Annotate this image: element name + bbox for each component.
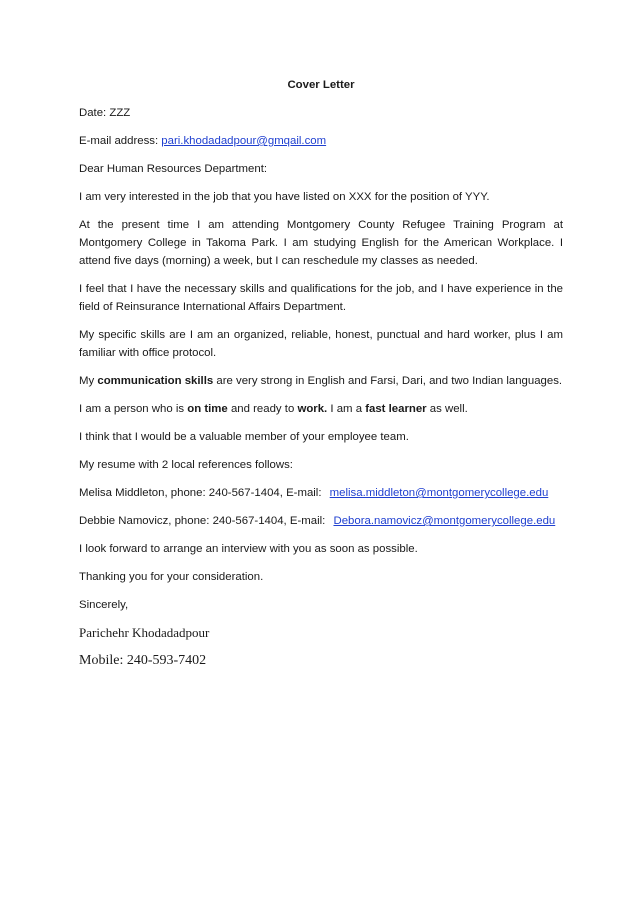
email-line: [79, 132, 563, 150]
bold-work: work.: [297, 403, 328, 415]
text-fragment: are very strong in English and Farsi, Dari, and two Indian languages.: [213, 375, 563, 387]
text-fragment: I am a person who is: [79, 403, 188, 415]
email-link[interactable]: pari.khodadadpour@gmqail.com: [161, 135, 327, 147]
mobile-number: Mobile: 240-593-7402: [79, 653, 207, 668]
paragraph-person: [79, 400, 563, 418]
reference-1-email-link[interactable]: melisa.middleton@montgomerycollege.edu: [329, 487, 549, 499]
reference-2: [79, 512, 563, 530]
reference-2-text: Debbie Namovicz, phone: 240-567-1404, E-mail:: [79, 515, 329, 527]
paragraph-qualifications: I feel that I have the necessary skills and qualifications for the job, and I have experience in the field of Reinsurance International Affairs Department.: [79, 283, 563, 313]
text-fragment: and ready to: [227, 403, 298, 415]
email-label: E-mail address:: [79, 135, 162, 147]
text-fragment: My: [79, 375, 98, 387]
cover-letter-page: [79, 76, 563, 680]
paragraph-references-intro: My resume with 2 local references follows:: [79, 459, 293, 471]
reference-1-text: Melisa Middleton, phone: 240-567-1404, E-mail:: [79, 487, 325, 499]
text-fragment: I am a: [327, 403, 366, 415]
letter-date: Date: ZZZ: [79, 107, 131, 119]
bold-communication-skills: communication skills: [97, 375, 214, 387]
reference-1: [79, 484, 563, 502]
letter-title: Cover Letter: [287, 79, 355, 91]
closing: Sincerely,: [79, 599, 129, 611]
paragraph-training: At the present time I am attending Montgomery County Refugee Training Program at Montgomery College in Takoma Park. I am studying English for the American Workplace. I attend five days (morning) a week, but I can reschedule my classes as needed.: [79, 219, 563, 267]
reference-2-email-link[interactable]: Debora.namovicz@montgomerycollege.edu: [333, 515, 556, 527]
paragraph-communication: [79, 372, 563, 390]
paragraph-valuable: I think that I would be a valuable member of your employee team.: [79, 431, 409, 443]
paragraph-skills: My specific skills are I am an organized, reliable, honest, punctual and hard worker, plus I am familiar with office protocol.: [79, 329, 563, 359]
paragraph-interest: I am very interested in the job that you have listed on XXX for the position of YYY.: [79, 191, 490, 203]
signature-name: Parichehr Khodadadpour: [79, 625, 210, 640]
bold-fast-learner: fast learner: [365, 403, 427, 415]
text-fragment: as well.: [426, 403, 468, 415]
paragraph-thanks: Thanking you for your consideration.: [79, 571, 264, 583]
salutation: Dear Human Resources Department:: [79, 163, 268, 175]
paragraph-interview: I look forward to arrange an interview with you as soon as possible.: [79, 543, 418, 555]
bold-on-time: on time: [187, 403, 228, 415]
